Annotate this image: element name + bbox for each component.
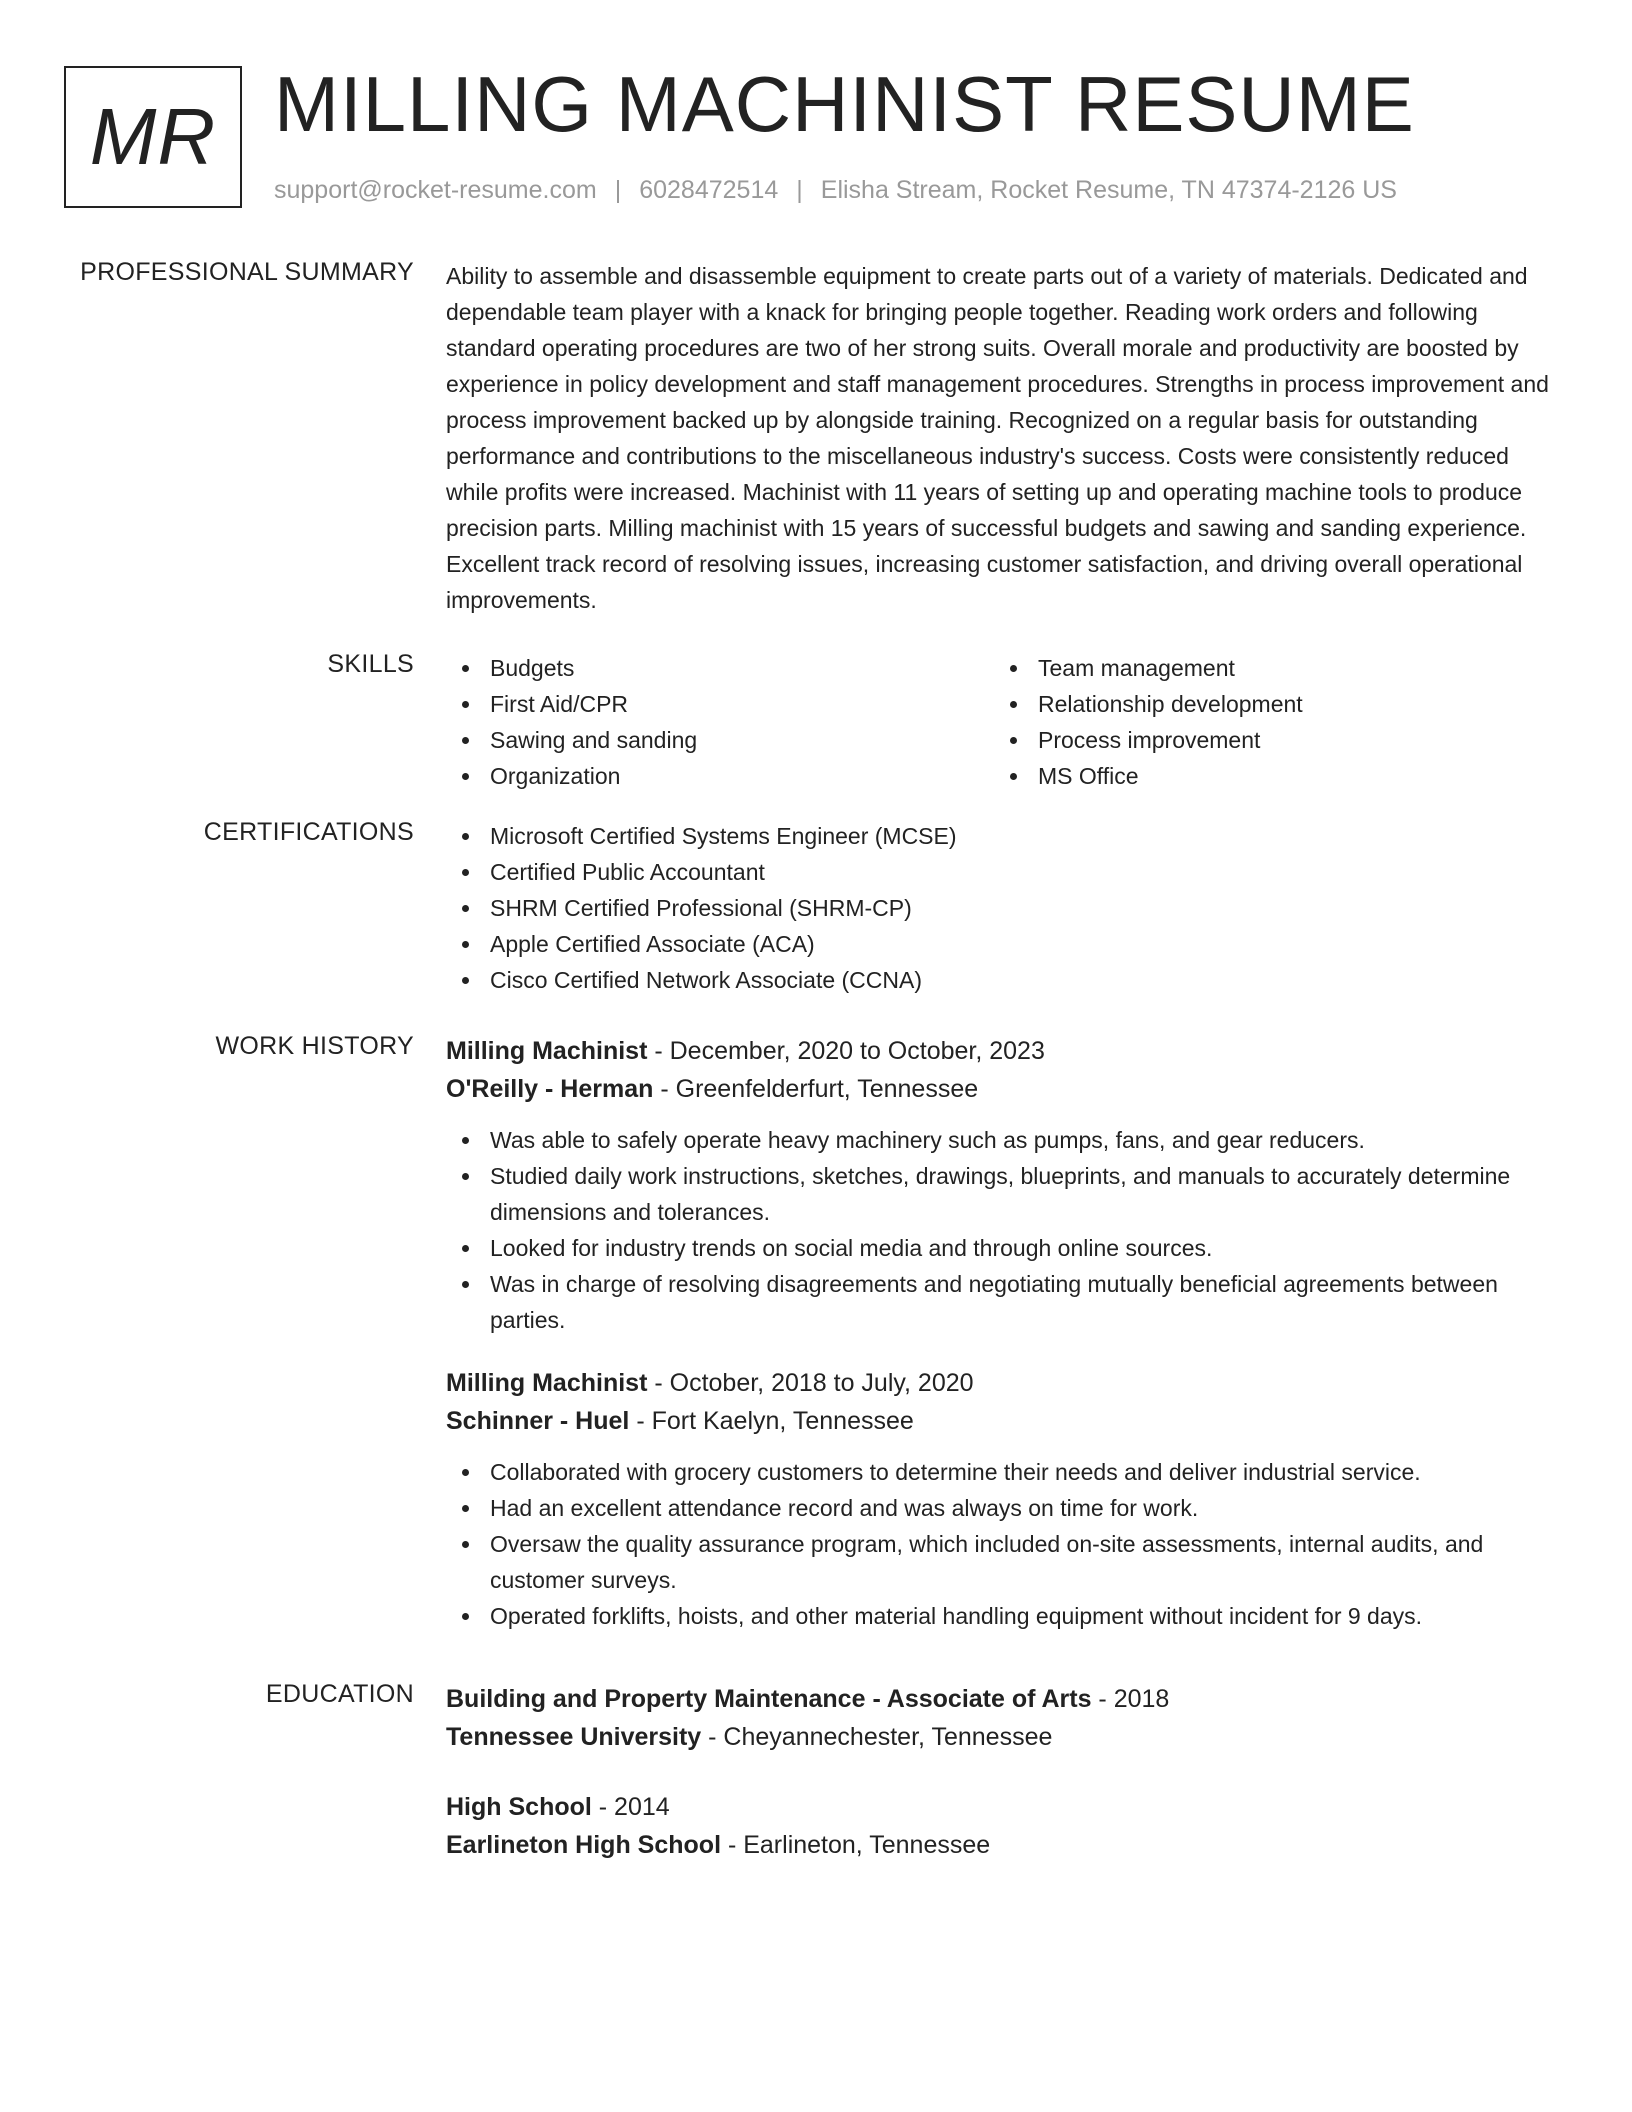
job-role: Milling Machinist bbox=[446, 1369, 648, 1397]
job-bullet: Was able to safely operate heavy machinery such as pumps, fans, and gear reducers. bbox=[446, 1122, 1556, 1158]
education-school: Earlineton High School bbox=[446, 1831, 722, 1859]
education-degree-line bbox=[446, 1788, 1556, 1826]
skills-list-right bbox=[994, 650, 1542, 794]
education-school-line bbox=[446, 1826, 1556, 1864]
contact-email: support@rocket-resume.com bbox=[274, 176, 597, 204]
education-degree: Building and Property Maintenance - Associate of Arts bbox=[446, 1685, 1092, 1713]
section-title-education: EDUCATION bbox=[265, 1680, 414, 1708]
contact-separator: | bbox=[796, 176, 803, 204]
job-company: O'Reilly - Herman bbox=[446, 1075, 654, 1103]
education-degree: High School bbox=[446, 1793, 592, 1821]
summary-text: Ability to assemble and disassemble equipment to create parts out of a variety of materials. Dedicated and dependable team player with a knack for bringing people together. Reading work orders and following standard operating procedures are two of her strong suits. Overall morale and productivity are boosted by experience in policy development and staff management procedures. Strengths in process improvement and process improvement backed up by alongside training. Recognized on a regular basis for outstanding performance and contributions to the miscellaneous industry's success. Costs were consistently reduced while profits were increased. Machinist with 11 years of setting up and operating machine tools to produce precision parts. Milling machinist with 15 years of successful budgets and sawing and sanding experience. Excellent track record of resolving issues, increasing customer satisfaction, and driving overall operational improvements. bbox=[446, 263, 1549, 613]
job-role-line bbox=[446, 1364, 1556, 1402]
job-role: Milling Machinist bbox=[446, 1037, 648, 1065]
job-bullet: Had an excellent attendance record and was always on time for work. bbox=[446, 1490, 1556, 1526]
certification-item: SHRM Certified Professional (SHRM-CP) bbox=[446, 890, 1556, 926]
education-school-line bbox=[446, 1718, 1556, 1756]
contact-phone: 6028472514 bbox=[639, 176, 779, 204]
job-bullet: Collaborated with grocery customers to determine their needs and deliver industrial service. bbox=[446, 1454, 1556, 1490]
skill-item: Sawing and sanding bbox=[446, 722, 994, 758]
job-bullet: Was in charge of resolving disagreements and negotiating mutually beneficial agreements between parties. bbox=[446, 1266, 1556, 1338]
initials: MR bbox=[89, 92, 217, 181]
monogram-box bbox=[64, 66, 242, 208]
skills-list-left bbox=[446, 650, 994, 794]
education-degree-line bbox=[446, 1680, 1556, 1718]
job-location: - Greenfelderfurt, Tennessee bbox=[653, 1075, 979, 1103]
job-company: Schinner - Huel bbox=[446, 1407, 630, 1435]
skill-item: Organization bbox=[446, 758, 994, 794]
education-entry bbox=[446, 1680, 1556, 1756]
job-bullet: Looked for industry trends on social media and through online sources. bbox=[446, 1230, 1556, 1266]
skill-item: Process improvement bbox=[994, 722, 1542, 758]
skill-item: Budgets bbox=[446, 650, 994, 686]
contact-address: Elisha Stream, Rocket Resume, TN 47374-2126 US bbox=[820, 176, 1397, 204]
contact-line bbox=[274, 176, 1397, 205]
job-dates: - December, 2020 to October, 2023 bbox=[647, 1037, 1045, 1065]
job-bullets bbox=[446, 1454, 1556, 1634]
job-bullet: Oversaw the quality assurance program, which included on-site assessments, internal audits, and customer surveys. bbox=[446, 1526, 1556, 1598]
education-location: - Earlineton, Tennessee bbox=[721, 1831, 991, 1859]
skill-item: Team management bbox=[994, 650, 1542, 686]
job-dates: - October, 2018 to July, 2020 bbox=[647, 1369, 974, 1397]
certification-item: Microsoft Certified Systems Engineer (MCSE) bbox=[446, 818, 1556, 854]
job-bullets bbox=[446, 1122, 1556, 1338]
skill-item: MS Office bbox=[994, 758, 1542, 794]
certification-item: Apple Certified Associate (ACA) bbox=[446, 926, 1556, 962]
job-company-line bbox=[446, 1070, 1556, 1108]
education-school: Tennessee University bbox=[446, 1723, 702, 1751]
job-entry bbox=[446, 1032, 1556, 1338]
certification-item: Cisco Certified Network Associate (CCNA) bbox=[446, 962, 1556, 998]
job-bullet: Studied daily work instructions, sketches, drawings, blueprints, and manuals to accurately determine dimensions and tolerances. bbox=[446, 1158, 1556, 1230]
job-entry bbox=[446, 1364, 1556, 1634]
job-location: - Fort Kaelyn, Tennessee bbox=[629, 1407, 914, 1435]
certifications-list bbox=[446, 818, 1556, 998]
section-title-certifications: CERTIFICATIONS bbox=[203, 818, 414, 846]
section-title-summary: PROFESSIONAL SUMMARY bbox=[80, 258, 414, 286]
education-entry bbox=[446, 1788, 1556, 1864]
job-role-line bbox=[446, 1032, 1556, 1070]
education-year: - 2018 bbox=[1091, 1685, 1170, 1713]
job-bullet: Operated forklifts, hoists, and other material handling equipment without incident for 9 days. bbox=[446, 1598, 1556, 1634]
contact-separator: | bbox=[614, 176, 622, 204]
education-location: - Cheyannechester, Tennessee bbox=[701, 1723, 1053, 1751]
certification-item: Certified Public Accountant bbox=[446, 854, 1556, 890]
section-title-skills: SKILLS bbox=[327, 650, 414, 678]
skill-item: First Aid/CPR bbox=[446, 686, 994, 722]
section-title-work: WORK HISTORY bbox=[215, 1032, 414, 1060]
job-company-line bbox=[446, 1402, 1556, 1440]
education-year: - 2014 bbox=[591, 1793, 670, 1821]
skill-item: Relationship development bbox=[994, 686, 1542, 722]
resume-title: MILLING MACHINIST RESUME bbox=[274, 60, 1415, 148]
